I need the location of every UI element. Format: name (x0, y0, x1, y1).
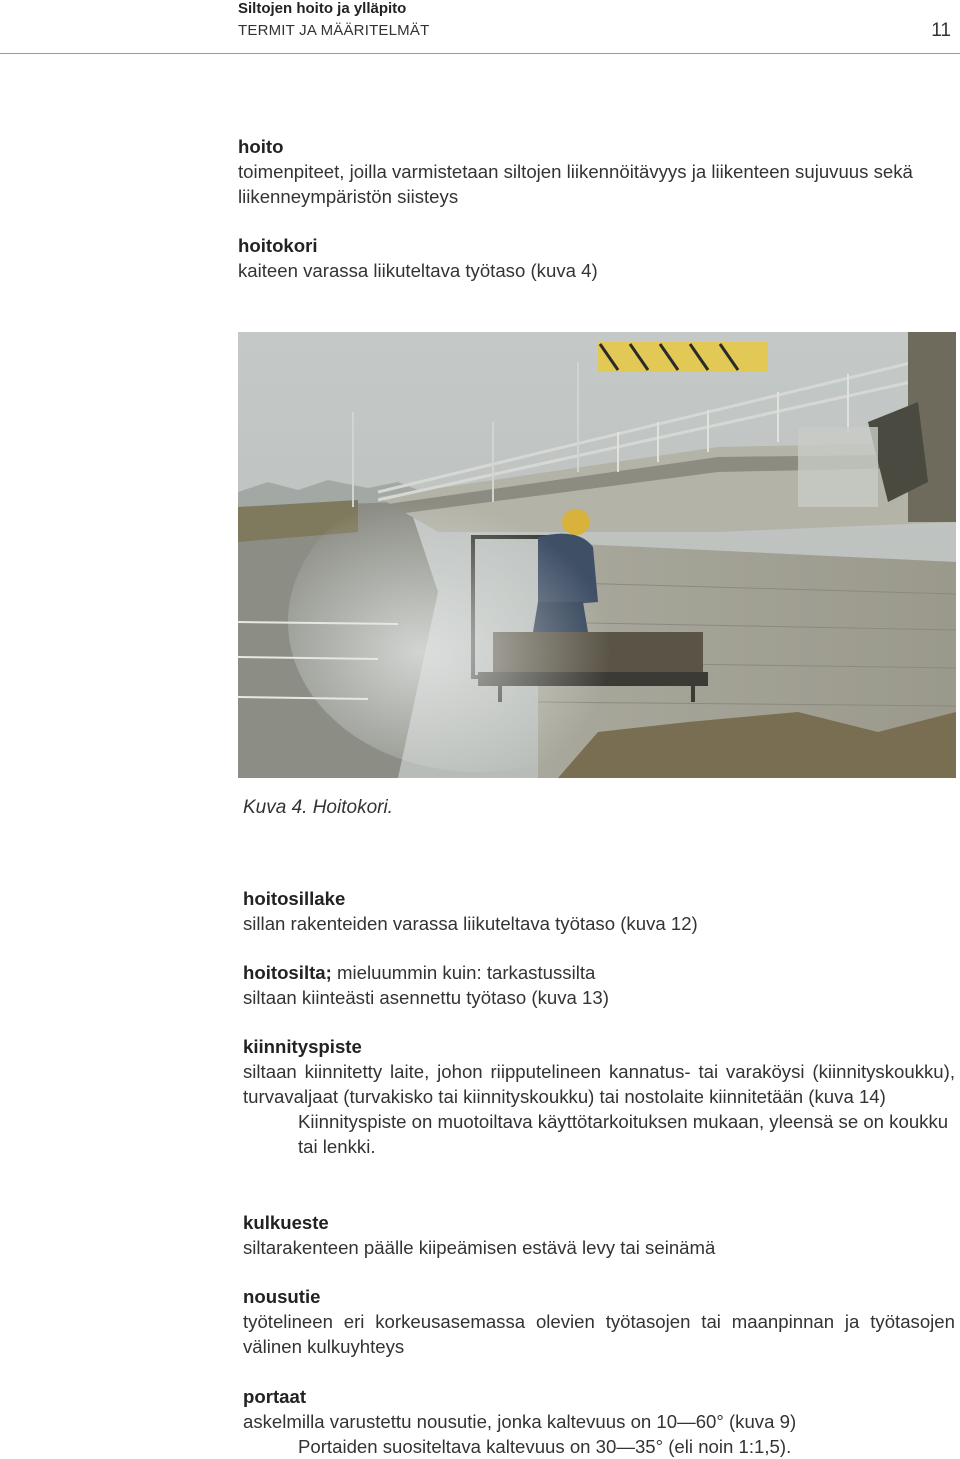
definition: kaiteen varassa liikuteltava työtaso (kuva 4) (238, 260, 598, 281)
definition: askelmilla varustettu nousutie, jonka kaltevuus on 10—60° (kuva 9) (243, 1411, 797, 1432)
entry-hoitosilta (243, 960, 958, 1010)
term: hoito (238, 136, 284, 157)
header-rule (0, 53, 960, 54)
term: nousutie (243, 1286, 321, 1307)
running-header-subject: Siltojen hoito ja ylläpito (238, 0, 407, 17)
term: hoitosillake (243, 888, 346, 909)
entry-hoitokori (238, 233, 958, 283)
figure-caption: Kuva 4. Hoitokori. (243, 797, 393, 818)
definition: siltaan kiinnitetty laite, johon riipputelineen kannatus- tai varaköysi (kiinnityskoukku), turvavaljaat (turvakisko tai kiinnityskoukku) tai nostolaite kiinnitetään (kuva 14) (243, 1061, 955, 1107)
definition: työtelineen eri korkeusasemassa olevien työtasojen tai maanpinnan ja työtasojen välinen kulkuyhteys (243, 1311, 955, 1357)
definition: siltaan kiinteästi asennettu työtaso (kuva 13) (243, 987, 609, 1008)
term: hoitosilta; (243, 962, 332, 983)
running-header-section: TERMIT JA MÄÄRITELMÄT (238, 22, 430, 39)
term: kulkueste (243, 1212, 329, 1233)
entry-hoitosillake (243, 886, 958, 936)
definition: siltarakenteen päälle kiipeämisen estävä levy tai seinämä (243, 1237, 716, 1258)
entry-portaat (243, 1384, 958, 1459)
term: kiinnityspiste (243, 1036, 362, 1057)
definition: toimenpiteet, joilla varmistetaan siltojen liikennöitävyys ja liikenteen sujuvuus sekä liikenneympäristön siisteys (238, 161, 913, 207)
page-number: 11 (931, 20, 951, 41)
note: Portaiden suositeltava kaltevuus on 30—35° (eli noin 1:1,5). (298, 1436, 792, 1457)
definition: sillan rakenteiden varassa liikuteltava työtaso (kuva 12) (243, 913, 698, 934)
entry-kulkueste (243, 1210, 958, 1260)
entry-kiinnityspiste (243, 1034, 955, 1159)
term: portaat (243, 1386, 307, 1407)
term-preference: mieluummin kuin: tarkastussilta (337, 962, 596, 983)
bridge-maintenance-photo (238, 332, 956, 778)
figure-photo-hoitokori (238, 332, 956, 778)
term: hoitokori (238, 235, 318, 256)
note: Kiinnityspiste on muotoiltava käyttötarkoituksen mukaan, yleensä se on koukku tai lenkki. (298, 1111, 949, 1157)
entry-nousutie (243, 1284, 955, 1359)
entry-hoito (238, 134, 958, 209)
